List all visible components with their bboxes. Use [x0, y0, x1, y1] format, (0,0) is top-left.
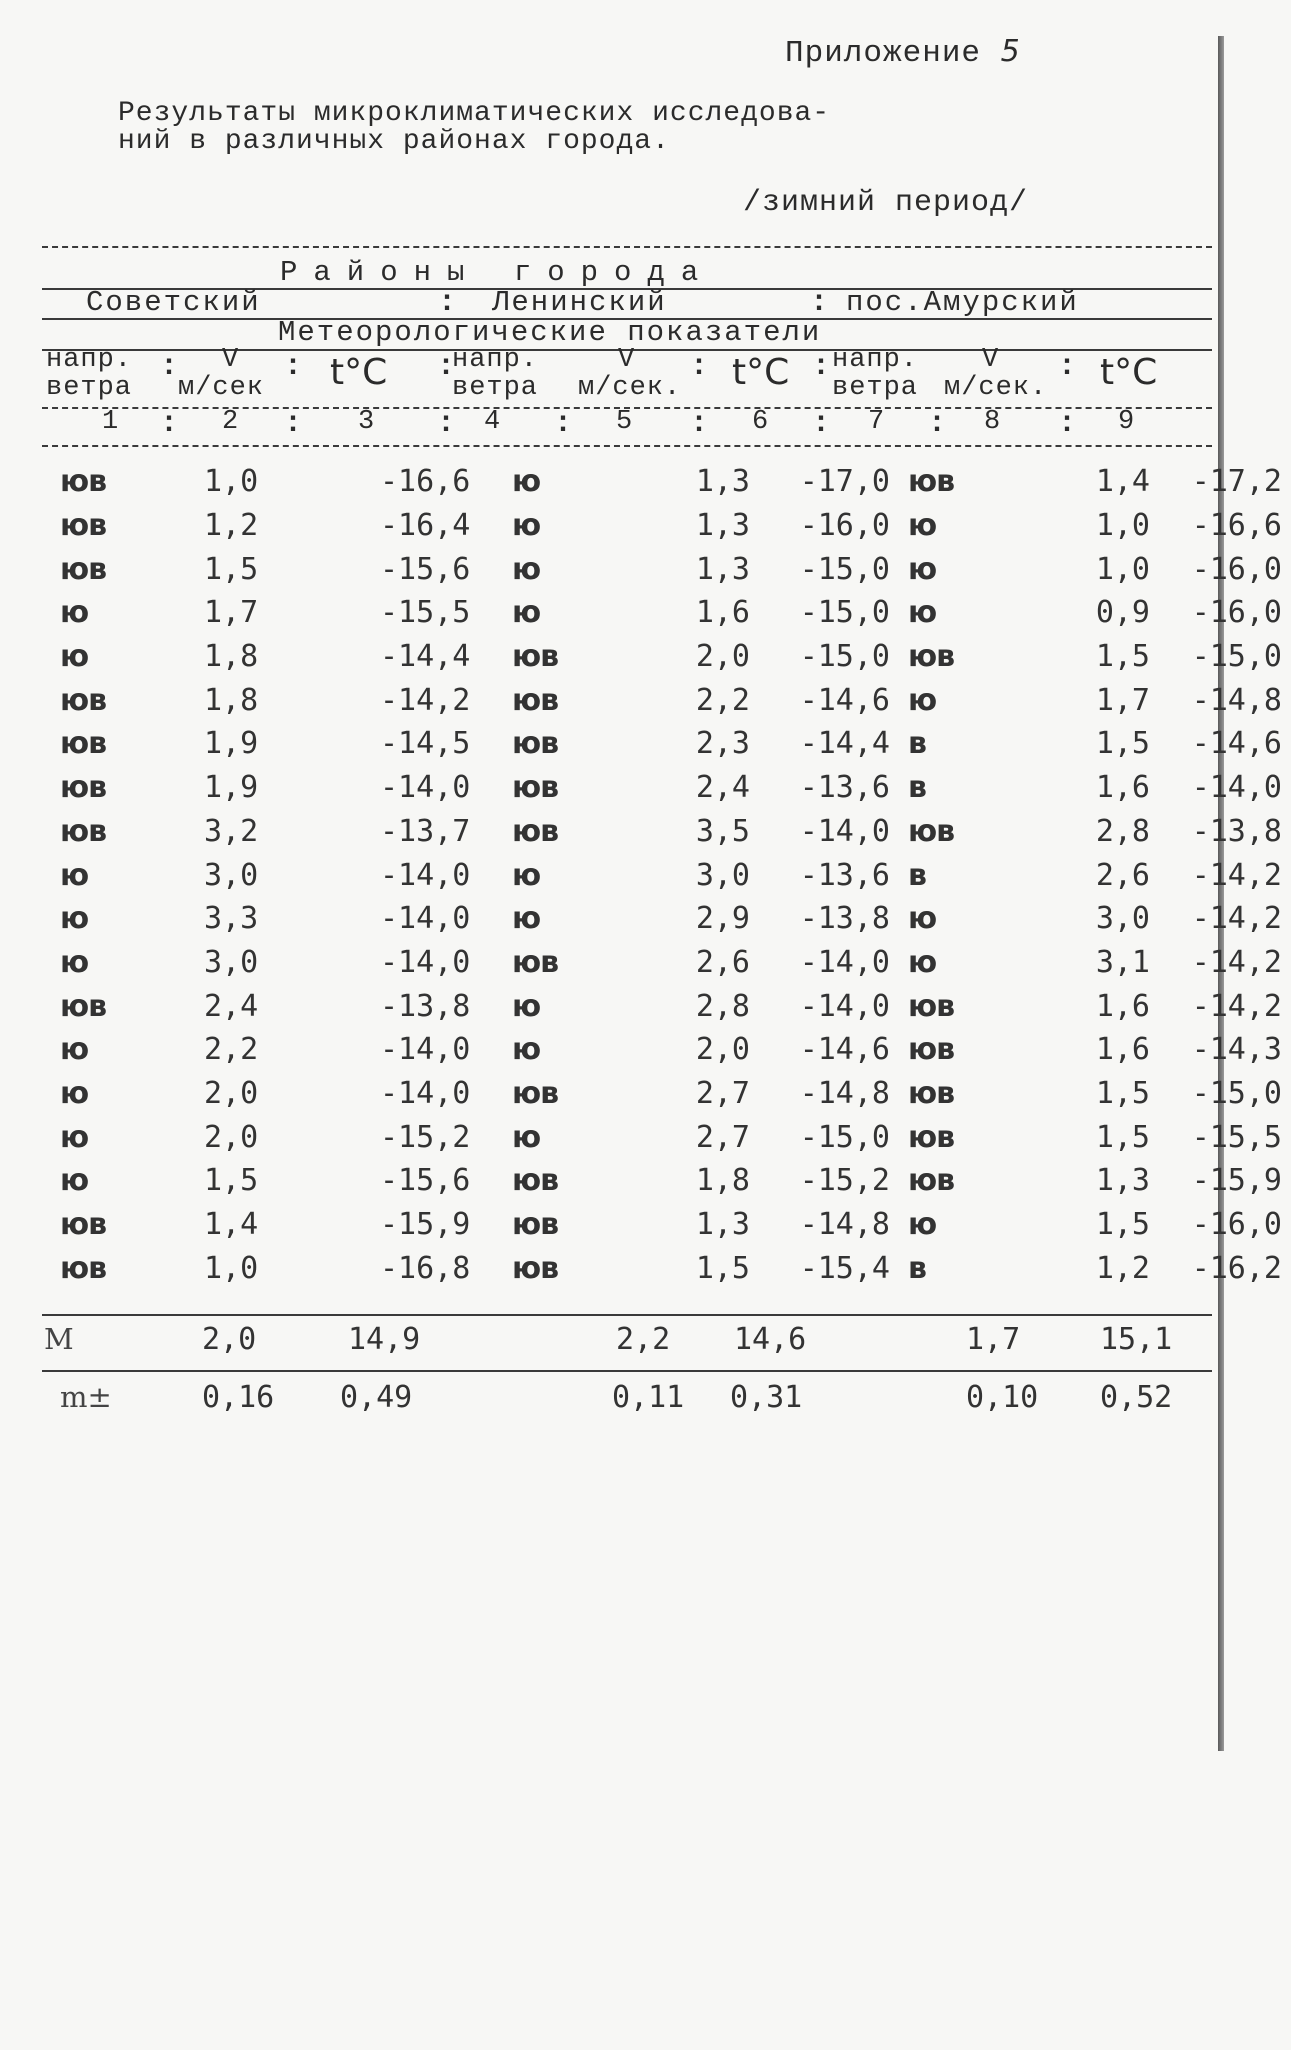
table-row [60, 460, 1282, 504]
wind-speed-cell: 0,9 [1095, 595, 1150, 631]
wind-speed-cell: 3,0 [204, 944, 259, 980]
temperature-cell: -14,8 [799, 1207, 890, 1243]
table-row [60, 1028, 1282, 1072]
wind-direction-cell: юв [60, 508, 107, 544]
wind-speed-cell: 1,6 [1095, 770, 1150, 806]
wind-speed-cell: 1,3 [1095, 1163, 1150, 1199]
table-row [60, 766, 1282, 810]
wind-direction-cell: ю [60, 1163, 89, 1199]
col-separator: : [437, 350, 456, 384]
wind-speed-cell: 1,8 [204, 639, 259, 675]
wind-speed-cell: 3,0 [204, 857, 259, 893]
temperature-cell: -15,9 [380, 1207, 471, 1243]
wind-direction-cell: ю [908, 682, 937, 718]
wind-direction-cell: юв [512, 682, 559, 718]
wind-direction-cell: ю [512, 1119, 541, 1155]
table-row [60, 547, 1282, 591]
temperature-cell: -14,0 [799, 813, 890, 849]
wind-speed-cell: 2,2 [204, 1032, 259, 1068]
wind-speed-cell: 1,8 [695, 1163, 750, 1199]
wind-direction-cell: ю [908, 1207, 937, 1243]
wind-direction-cell: юв [908, 639, 955, 675]
wind-direction-cell: юв [512, 1207, 559, 1243]
col4-dir-top: напр. [452, 345, 539, 375]
wind-speed-cell: 3,1 [1095, 944, 1150, 980]
table-row [60, 984, 1282, 1028]
wind-speed-cell: 2,6 [695, 944, 750, 980]
wind-speed-cell: 3,0 [1095, 901, 1150, 937]
period-label: /зимний период/ [743, 186, 1029, 220]
wind-direction-cell: юв [908, 1075, 955, 1111]
wind-speed-cell: 1,0 [1095, 551, 1150, 587]
wind-direction-cell: в [908, 770, 926, 806]
table-row [60, 722, 1282, 766]
wind-direction-cell: ю [60, 1119, 89, 1155]
wind-speed-cell: 1,3 [695, 1207, 750, 1243]
col-separator: : [928, 407, 947, 441]
header-separator: : [810, 286, 829, 320]
col-separator: : [1058, 350, 1077, 384]
wind-direction-cell: юв [60, 770, 107, 806]
error-temp-sovetsky: 0,49 [340, 1380, 413, 1415]
temperature-cell: -14,3 [1191, 1032, 1282, 1068]
temperature-cell: -14,0 [380, 1032, 471, 1068]
col-number-3: 3 [358, 407, 376, 437]
table-row [60, 941, 1282, 985]
temperature-cell: -16,0 [1191, 595, 1282, 631]
mean-speed-amursky: 1,7 [966, 1322, 1021, 1357]
col-separator: : [160, 407, 179, 441]
wind-speed-cell: 1,5 [1095, 639, 1150, 675]
wind-speed-cell: 1,3 [695, 551, 750, 587]
wind-speed-cell: 1,9 [204, 770, 259, 806]
measurements-table [60, 460, 1282, 1290]
col4-dir-bottom: ветра [452, 373, 539, 403]
wind-direction-cell: юв [908, 1163, 955, 1199]
wind-speed-cell: 3,3 [204, 901, 259, 937]
wind-direction-cell: юв [908, 1032, 955, 1068]
temperature-cell: -15,0 [799, 1119, 890, 1155]
temperature-cell: -17,2 [1191, 464, 1282, 500]
error-speed-sovetsky: 0,16 [202, 1380, 275, 1415]
document-title [118, 100, 1038, 156]
wind-direction-cell: юв [60, 464, 107, 500]
temperature-cell: -15,4 [799, 1250, 890, 1286]
wind-direction-cell: ю [512, 464, 541, 500]
wind-speed-cell: 2,2 [695, 682, 750, 718]
temperature-cell: -14,0 [380, 1075, 471, 1111]
col6-temp: t°C [732, 352, 790, 393]
temperature-cell: -14,2 [380, 682, 471, 718]
col-separator: : [437, 407, 456, 441]
col-separator: : [160, 350, 179, 384]
wind-speed-cell: 1,3 [695, 464, 750, 500]
mean-temp-amursky: 15,1 [1100, 1322, 1173, 1357]
wind-speed-cell: 1,7 [1095, 682, 1150, 718]
temperature-cell: -15,2 [380, 1119, 471, 1155]
temperature-cell: -15,0 [799, 639, 890, 675]
col-separator: : [690, 407, 709, 441]
col-separator: : [554, 407, 573, 441]
wind-speed-cell: 1,2 [204, 508, 259, 544]
temperature-cell: -13,6 [799, 857, 890, 893]
wind-direction-cell: ю [908, 944, 937, 980]
wind-speed-cell: 3,2 [204, 813, 259, 849]
wind-speed-cell: 2,0 [695, 639, 750, 675]
col-separator: : [812, 407, 831, 441]
col-number-6: 6 [752, 407, 770, 437]
wind-speed-cell: 2,0 [695, 1032, 750, 1068]
temperature-cell: -14,0 [380, 901, 471, 937]
temperature-cell: -13,6 [799, 770, 890, 806]
col5-speed-unit: м/сек. [578, 373, 682, 403]
wind-direction-cell: ю [60, 639, 89, 675]
col-separator: : [812, 350, 831, 384]
wind-direction-cell: юв [512, 813, 559, 849]
temperature-cell: -14,6 [799, 682, 890, 718]
mean-label: М [44, 1322, 74, 1356]
wind-speed-cell: 1,2 [1095, 1250, 1150, 1286]
appendix-heading [785, 34, 1021, 71]
temperature-cell: -16,0 [1191, 551, 1282, 587]
temperature-cell: -14,6 [1191, 726, 1282, 762]
col-number-8: 8 [984, 407, 1002, 437]
temperature-cell: -15,0 [1191, 1075, 1282, 1111]
temperature-cell: -15,0 [1191, 639, 1282, 675]
temperature-cell: -13,8 [799, 901, 890, 937]
wind-direction-cell: юв [512, 726, 559, 762]
temperature-cell: -14,0 [380, 857, 471, 893]
col-number-7: 7 [868, 407, 886, 437]
wind-speed-cell: 1,5 [204, 551, 259, 587]
summary-rule-2 [42, 1370, 1212, 1372]
header-rule-top [42, 246, 1212, 248]
temperature-cell: -14,6 [799, 1032, 890, 1068]
wind-speed-cell: 2,3 [695, 726, 750, 762]
wind-direction-cell: ю [512, 901, 541, 937]
col7-dir-top: напр. [832, 345, 919, 375]
wind-direction-cell: юв [512, 1163, 559, 1199]
wind-speed-cell: 3,5 [695, 813, 750, 849]
table-row [60, 1203, 1282, 1247]
wind-direction-cell: юв [512, 1075, 559, 1111]
wind-direction-cell: в [908, 726, 926, 762]
appendix-label: Приложение [785, 36, 982, 71]
wind-direction-cell: юв [512, 770, 559, 806]
table-row [60, 678, 1282, 722]
wind-speed-cell: 1,4 [204, 1207, 259, 1243]
temperature-cell: -16,8 [380, 1250, 471, 1286]
table-row [60, 635, 1282, 679]
temperature-cell: -16,6 [380, 464, 471, 500]
wind-direction-cell: юв [908, 464, 955, 500]
temperature-cell: -14,4 [380, 639, 471, 675]
error-temp-amursky: 0,52 [1100, 1380, 1173, 1415]
header-rule-5 [42, 445, 1212, 447]
wind-speed-cell: 1,6 [695, 595, 750, 631]
wind-speed-cell: 1,0 [204, 1250, 259, 1286]
col1-dir-bottom: ветра [46, 373, 133, 403]
district-leninsky: Ленинский [492, 286, 667, 319]
temperature-cell: -14,8 [799, 1075, 890, 1111]
table-row [60, 1159, 1282, 1203]
title-line-2: ний в различных районах города. [118, 126, 670, 157]
temperature-cell: -13,7 [380, 813, 471, 849]
table-row [60, 897, 1282, 941]
col-separator: : [284, 350, 303, 384]
wind-direction-cell: ю [60, 1032, 89, 1068]
temperature-cell: -14,0 [380, 770, 471, 806]
error-speed-amursky: 0,10 [966, 1380, 1039, 1415]
wind-direction-cell: ю [512, 857, 541, 893]
temperature-cell: -13,8 [1191, 813, 1282, 849]
temperature-cell: -14,2 [1191, 857, 1282, 893]
wind-direction-cell: юв [60, 813, 107, 849]
wind-speed-cell: 1,5 [1095, 1119, 1150, 1155]
wind-speed-cell: 2,8 [1095, 813, 1150, 849]
wind-speed-cell: 1,9 [204, 726, 259, 762]
wind-direction-cell: ю [908, 595, 937, 631]
col2-speed-unit: м/сек [178, 373, 265, 403]
temperature-cell: -15,0 [799, 595, 890, 631]
col-separator: : [1058, 407, 1077, 441]
wind-direction-cell: ю [512, 1032, 541, 1068]
subheader-meteo: Метеорологические показатели [278, 316, 822, 349]
wind-direction-cell: ю [512, 988, 541, 1024]
wind-direction-cell: юв [512, 639, 559, 675]
wind-speed-cell: 1,0 [1095, 508, 1150, 544]
temperature-cell: -15,0 [799, 551, 890, 587]
col8-speed-symbol: V [982, 345, 1000, 375]
wind-speed-cell: 1,3 [695, 508, 750, 544]
table-row [60, 1246, 1282, 1290]
district-sovetsky: Советский [86, 286, 261, 319]
temperature-cell: -14,0 [799, 988, 890, 1024]
error-speed-leninsky: 0,11 [612, 1380, 685, 1415]
temperature-cell: -14,2 [1191, 901, 1282, 937]
col-separator: : [690, 350, 709, 384]
table-row [60, 1072, 1282, 1116]
wind-direction-cell: юв [512, 1250, 559, 1286]
error-label: m± [60, 1380, 112, 1414]
wind-speed-cell: 2,7 [695, 1075, 750, 1111]
col9-temp: t°C [1100, 352, 1158, 393]
wind-direction-cell: ю [60, 857, 89, 893]
col1-dir-top: напр. [46, 345, 133, 375]
title-line-1: Результаты микроклиматических исследова- [118, 98, 831, 129]
wind-direction-cell: ю [60, 901, 89, 937]
wind-speed-cell: 1,5 [1095, 1075, 1150, 1111]
wind-speed-cell: 2,6 [1095, 857, 1150, 893]
wind-speed-cell: 2,8 [695, 988, 750, 1024]
error-temp-leninsky: 0,31 [730, 1380, 803, 1415]
wind-speed-cell: 3,0 [695, 857, 750, 893]
col3-temp: t°C [330, 352, 388, 393]
temperature-cell: -17,0 [799, 464, 890, 500]
wind-direction-cell: ю [512, 551, 541, 587]
temperature-cell: -15,6 [380, 1163, 471, 1199]
table-row [60, 591, 1282, 635]
wind-direction-cell: юв [908, 1119, 955, 1155]
wind-speed-cell: 1,6 [1095, 1032, 1150, 1068]
wind-direction-cell: юв [60, 1207, 107, 1243]
table-row [60, 1115, 1282, 1159]
col-number-4: 4 [484, 407, 502, 437]
temperature-cell: -14,8 [1191, 682, 1282, 718]
wind-direction-cell: ю [60, 595, 89, 631]
temperature-cell: -14,2 [1191, 988, 1282, 1024]
wind-direction-cell: юв [60, 726, 107, 762]
measurements-table-body [60, 460, 1282, 1290]
wind-direction-cell: ю [908, 508, 937, 544]
temperature-cell: -14,0 [799, 944, 890, 980]
mean-speed-sovetsky: 2,0 [202, 1322, 257, 1357]
wind-direction-cell: юв [60, 551, 107, 587]
temperature-cell: -14,5 [380, 726, 471, 762]
col5-speed-symbol: V [618, 345, 636, 375]
temperature-cell: -14,0 [380, 944, 471, 980]
wind-speed-cell: 1,0 [204, 464, 259, 500]
col8-speed-unit: м/сек. [944, 373, 1048, 403]
wind-speed-cell: 1,5 [1095, 726, 1150, 762]
temperature-cell: -16,4 [380, 508, 471, 544]
temperature-cell: -15,9 [1191, 1163, 1282, 1199]
col-separator: : [284, 407, 303, 441]
mean-speed-leninsky: 2,2 [616, 1322, 671, 1357]
temperature-cell: -15,6 [380, 551, 471, 587]
temperature-cell: -16,0 [1191, 1207, 1282, 1243]
wind-direction-cell: юв [908, 988, 955, 1024]
header-separator: : [438, 286, 457, 320]
wind-speed-cell: 1,5 [1095, 1207, 1150, 1243]
temperature-cell: -14,4 [799, 726, 890, 762]
wind-speed-cell: 2,9 [695, 901, 750, 937]
table-row [60, 504, 1282, 548]
table-row [60, 810, 1282, 854]
wind-speed-cell: 1,4 [1095, 464, 1150, 500]
wind-direction-cell: ю [512, 508, 541, 544]
temperature-cell: -16,0 [799, 508, 890, 544]
wind-direction-cell: юв [60, 682, 107, 718]
wind-direction-cell: ю [908, 901, 937, 937]
wind-direction-cell: юв [60, 1250, 107, 1286]
wind-speed-cell: 2,4 [695, 770, 750, 806]
table-row [60, 853, 1282, 897]
col2-speed-symbol: V [222, 345, 240, 375]
wind-speed-cell: 1,6 [1095, 988, 1150, 1024]
wind-direction-cell: ю [60, 1075, 89, 1111]
temperature-cell: -14,2 [1191, 944, 1282, 980]
summary-rule-1 [42, 1314, 1212, 1316]
wind-direction-cell: ю [512, 595, 541, 631]
col-number-1: 1 [102, 407, 120, 437]
district-amursky: пос.Амурский [846, 286, 1079, 319]
temperature-cell: -15,5 [1191, 1119, 1282, 1155]
mean-temp-sovetsky: 14,9 [348, 1322, 421, 1357]
wind-direction-cell: юв [60, 988, 107, 1024]
col-number-5: 5 [616, 407, 634, 437]
wind-speed-cell: 1,7 [204, 595, 259, 631]
temperature-cell: -13,8 [380, 988, 471, 1024]
wind-speed-cell: 2,0 [204, 1075, 259, 1111]
temperature-cell: -15,5 [380, 595, 471, 631]
col-number-2: 2 [222, 407, 240, 437]
wind-direction-cell: юв [512, 944, 559, 980]
mean-temp-leninsky: 14,6 [734, 1322, 807, 1357]
wind-direction-cell: в [908, 1250, 926, 1286]
col7-dir-bottom: ветра [832, 373, 919, 403]
temperature-cell: -16,6 [1191, 508, 1282, 544]
wind-speed-cell: 1,8 [204, 682, 259, 718]
col-number-9: 9 [1118, 407, 1136, 437]
wind-speed-cell: 2,4 [204, 988, 259, 1024]
appendix-number: 5 [1000, 34, 1021, 69]
temperature-cell: -16,2 [1191, 1250, 1282, 1286]
group-header-districts: Районы города [280, 256, 715, 289]
wind-speed-cell: 1,5 [204, 1163, 259, 1199]
temperature-cell: -15,2 [799, 1163, 890, 1199]
temperature-cell: -14,0 [1191, 770, 1282, 806]
wind-direction-cell: в [908, 857, 926, 893]
wind-direction-cell: юв [908, 813, 955, 849]
wind-speed-cell: 1,5 [695, 1250, 750, 1286]
wind-direction-cell: ю [60, 944, 89, 980]
wind-speed-cell: 2,0 [204, 1119, 259, 1155]
wind-speed-cell: 2,7 [695, 1119, 750, 1155]
wind-direction-cell: ю [908, 551, 937, 587]
